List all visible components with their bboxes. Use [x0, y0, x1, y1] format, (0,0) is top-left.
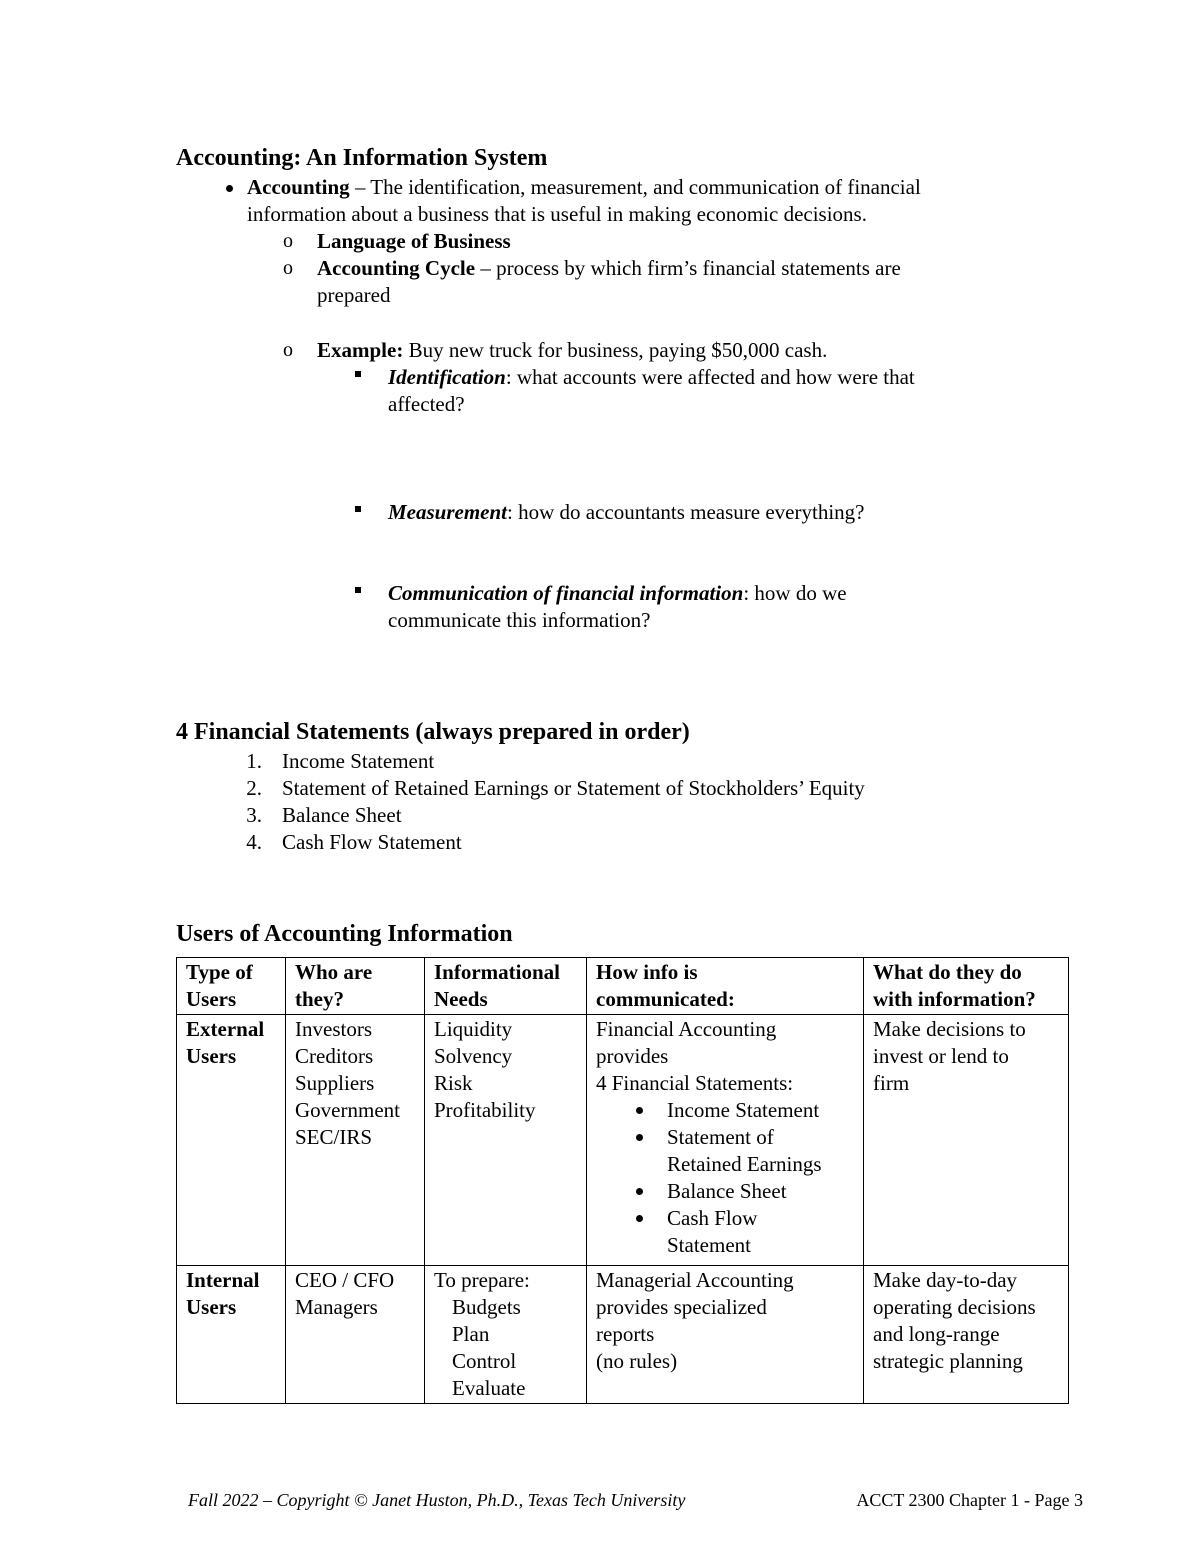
sub-text: – process by which firm’s financial statements are: [475, 256, 901, 280]
bullet-o: o: [283, 257, 293, 279]
example-text: Buy new truck for business, paying $50,000 cash.: [403, 338, 828, 362]
measurement-item: [388, 499, 864, 526]
list-number: 4.: [246, 830, 262, 854]
who-cell: CEO / CFO Managers: [286, 1266, 425, 1404]
who-cell: Investors Creditors Suppliers Government SEC/IRS: [286, 1015, 425, 1266]
bullet-o: o: [283, 339, 293, 361]
section-title-users: Users of Accounting Information: [176, 921, 513, 947]
language-of-business: [317, 228, 511, 255]
table-row: [177, 1015, 1069, 1266]
sub-term: Accounting Cycle: [317, 256, 476, 280]
needs-cell: Liquidity Solvency Risk Profitability: [425, 1015, 587, 1266]
how-cell: Financial Accounting provides 4 Financial Statements: Income Statement Statement of Retained Earnings Balance Sheet Cash Flow Statement: [587, 1015, 864, 1266]
definition-text-cont: information about a business that is useful in making economic decisions.: [247, 202, 867, 226]
header-cell: How info is communicated:: [587, 958, 864, 1015]
list-item: Income Statement: [282, 749, 435, 773]
list-item: Cash Flow Statement: [282, 830, 462, 854]
what-cell: Make day-to-day operating decisions and long-range strategic planning: [864, 1266, 1069, 1404]
list-item: Balance Sheet: [596, 1178, 859, 1205]
bullet-square: [355, 371, 361, 377]
item-term: Identification: [388, 365, 506, 389]
list-item: Income Statement: [596, 1097, 859, 1124]
type-cell: External Users: [177, 1015, 286, 1266]
list-number: 2.: [246, 776, 262, 800]
item-text: : what accounts were affected and how were that: [505, 365, 915, 389]
definition-text: – The identification, measurement, and communication of financial: [349, 175, 921, 199]
item-text: : how do we: [743, 581, 847, 605]
item-text-cont: affected?: [388, 392, 465, 416]
section-title-financial-statements: 4 Financial Statements (always prepared in order): [176, 719, 690, 745]
item-term: Communication of financial information: [388, 581, 744, 605]
sub-text-cont: prepared: [317, 283, 391, 307]
list-item: Statement of Retained Earnings or Statement of Stockholders’ Equity: [282, 776, 865, 800]
example-term: Example:: [317, 338, 404, 362]
section-title-accounting: Accounting: An Information System: [176, 145, 548, 171]
header-cell: Informational Needs: [425, 958, 587, 1015]
communication-item: [388, 580, 847, 634]
item-text-cont: communicate this information?: [388, 608, 651, 632]
type-cell: Internal Users: [177, 1266, 286, 1404]
bullet-dot: [636, 1107, 643, 1114]
accounting-definition: [247, 174, 921, 228]
header-cell: Type of Users: [177, 958, 286, 1015]
bullet-square: [355, 587, 361, 593]
footer-copyright: Fall 2022 – Copyright © Janet Huston, Ph.D., Texas Tech University: [188, 1490, 686, 1510]
item-term: Measurement: [388, 500, 508, 524]
bullet-dot: [636, 1215, 643, 1222]
bullet-square: [355, 506, 361, 512]
list-number: 3.: [246, 803, 262, 827]
how-cell: Managerial Accounting provides specialized reports (no rules): [587, 1266, 864, 1404]
example: [317, 337, 827, 364]
bullet-dot: [636, 1188, 643, 1195]
users-table: [176, 957, 1069, 1404]
list-item: Balance Sheet: [282, 803, 402, 827]
bullet-o: o: [283, 230, 293, 252]
table-row: [177, 1266, 1069, 1404]
what-cell: Make decisions to invest or lend to firm: [864, 1015, 1069, 1266]
statement-list: [596, 1097, 859, 1259]
bullet-dot: [636, 1134, 643, 1141]
bullet-dot: [226, 185, 233, 192]
header-cell: What do they do with information?: [864, 958, 1069, 1015]
sub-term: Language of Business: [317, 229, 511, 253]
list-item: Statement of Retained Earnings: [596, 1124, 859, 1178]
identification-item: [388, 364, 915, 418]
list-item: Cash Flow Statement: [596, 1205, 859, 1259]
needs-cell: To prepare: Budgets Plan Control Evaluate: [425, 1266, 587, 1404]
table-header-row: [177, 958, 1069, 1015]
accounting-cycle: [317, 255, 901, 309]
header-cell: Who are they?: [286, 958, 425, 1015]
item-text: : how do accountants measure everything?: [507, 500, 865, 524]
definition-term: Accounting: [247, 175, 350, 199]
list-number: 1.: [246, 749, 262, 773]
footer-page-number: ACCT 2300 Chapter 1 - Page 3: [856, 1490, 1083, 1510]
